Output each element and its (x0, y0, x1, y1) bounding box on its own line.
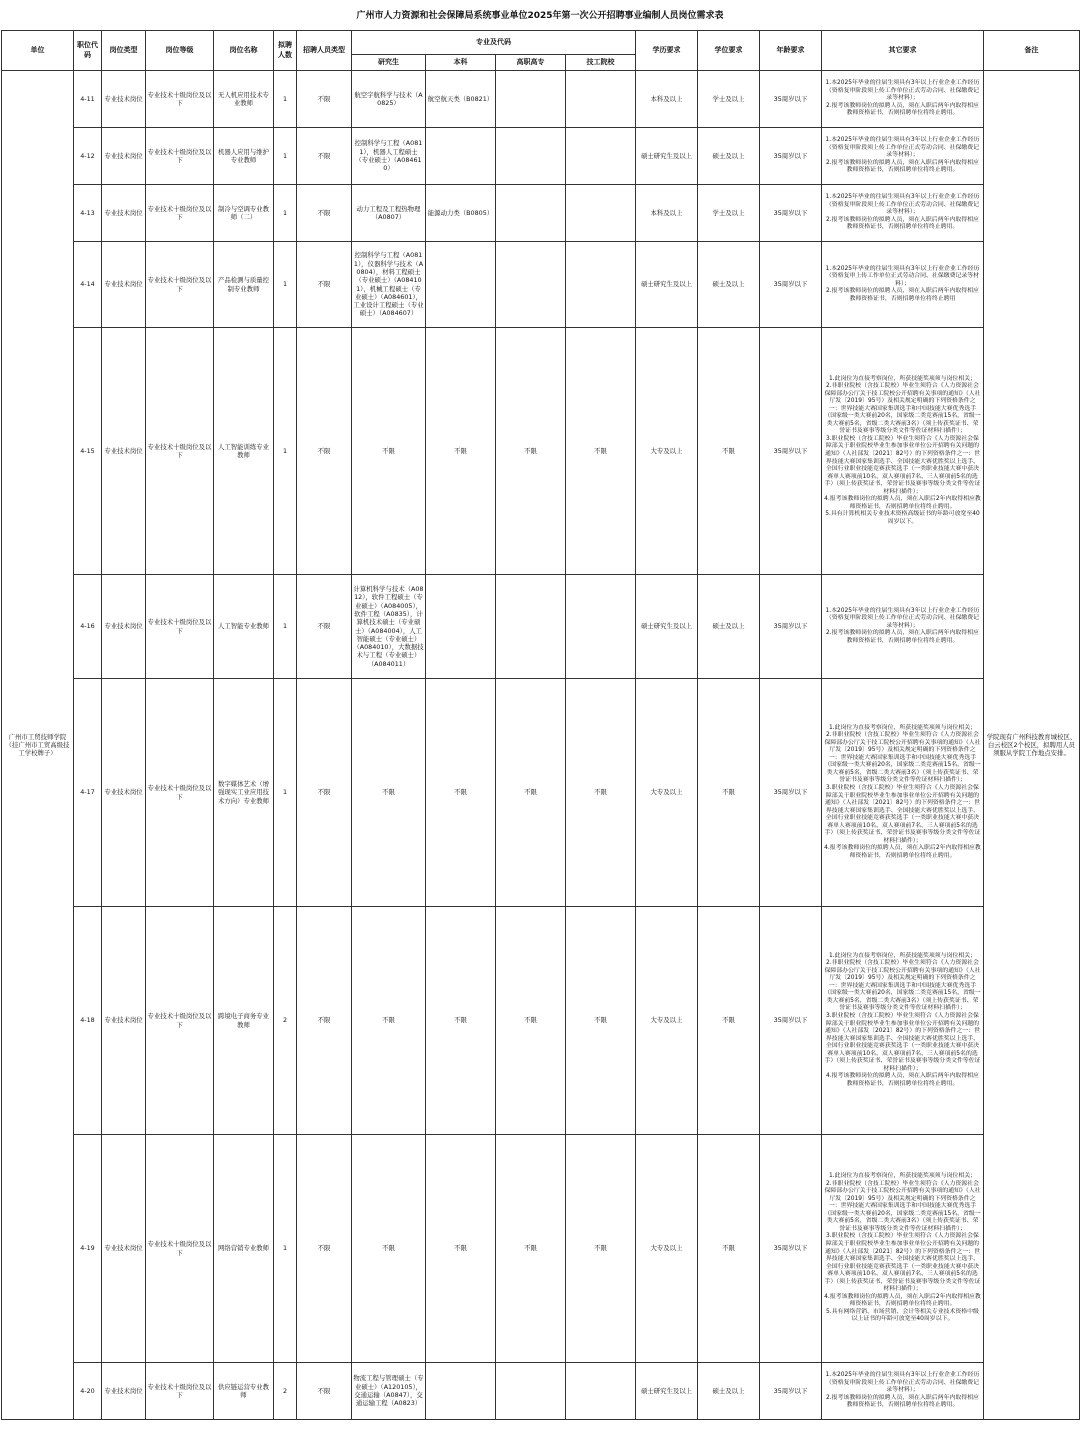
remark-cell: 学院现有广州科技教育城校区、白云校区2个校区，拟聘用人员须服从学院工作地点安排。 (984, 71, 1080, 1420)
cell-college (496, 242, 566, 328)
cell-count: 2 (274, 1363, 297, 1420)
cell-education: 硕士研究生及以上 (636, 575, 698, 679)
cell-code: 4-18 (74, 907, 102, 1135)
table-row (2, 71, 1080, 128)
cell-count: 1 (274, 242, 297, 328)
cell-type: 专业技术岗位 (102, 128, 146, 185)
cell-code: 4-15 (74, 328, 102, 575)
cell-age: 35周岁以下 (760, 328, 822, 575)
cell-degree: 硕士及以上 (698, 1363, 760, 1420)
header-grad: 研究生 (352, 55, 426, 71)
cell-grad: 不限 (352, 1135, 426, 1363)
cell-name: 网络营销专业教师 (214, 1135, 274, 1363)
cell-level: 专业技术十级岗位及以下 (146, 128, 214, 185)
table-row (2, 1363, 1080, 1420)
cell-code: 4-17 (74, 679, 102, 907)
cell-college (496, 71, 566, 128)
cell-education: 大专及以上 (636, 907, 698, 1135)
cell-college: 不限 (496, 1135, 566, 1363)
cell-education: 大专及以上 (636, 1135, 698, 1363)
cell-tech: 不限 (566, 1135, 636, 1363)
cell-age: 35周岁以下 (760, 1135, 822, 1363)
cell-college (496, 575, 566, 679)
cell-count: 1 (274, 71, 297, 128)
cell-bachelor: 不限 (426, 1135, 496, 1363)
cell-category: 不限 (297, 575, 352, 679)
job-table (1, 30, 1080, 1420)
cell-level: 专业技术十级岗位及以下 (146, 328, 214, 575)
table-row (2, 575, 1080, 679)
table-row (2, 679, 1080, 907)
cell-grad: 动力工程及工程热物理（A0807） (352, 185, 426, 242)
requirement-item: 2.非职业院校（含技工院校）毕业生须符合《人力资源社会保障部办公厅关于技工院校公开招聘有关事项的通知》（人社厅发〔2019〕95号）及相关规定明确的下列资格条件之一：世界技能大赛国家集训选手和中国技能大赛优秀选手（国家级一类大赛前20名，国家级二类竞赛前15名，省级一类大赛前5名，省级二类大赛前3名）（须上传获奖证书、荣誉证书及赛事等级分类文件等佐证材料扫描件）； (824, 383, 981, 435)
requirement-item: 2.报考该教师岗位的拟聘人员，须在入职后两年内取得相应教师资格证书，否则招聘单位将终止聘用。 (826, 216, 979, 231)
cell-level: 专业技术十级岗位及以下 (146, 1363, 214, 1420)
cell-type: 专业技术岗位 (102, 185, 146, 242)
cell-count: 1 (274, 575, 297, 679)
cell-grad: 控制科学与工程（A0811），机器人工程硕士（专业硕士）（A084610） (352, 128, 426, 185)
requirement-item: 1.本2025年毕业的往届生须具有3年以上行业企业工作经历（资格复审阶段须上传工作单位正式劳动合同、社保缴费记录等材料）； (825, 80, 980, 102)
cell-level: 专业技术十级岗位及以下 (146, 575, 214, 679)
header-code: 职位代码 (74, 31, 102, 71)
requirement-item: 4.报考该教师岗位的拟聘人员，须在入职后2年内取得相应教师资格证书，否则招聘单位将终止聘用。 (824, 496, 981, 510)
cell-bachelor (426, 575, 496, 679)
cell-type: 专业技术岗位 (102, 71, 146, 128)
cell-tech: 不限 (566, 679, 636, 907)
cell-education: 大专及以上 (636, 328, 698, 575)
cell-degree: 不限 (698, 1135, 760, 1363)
requirement-item: 3.职业院校（含技工院校）毕业生须符合《人力资源社会保障部关于职业院校毕业生参加事业单位公开招聘有关问题的通知》（人社部发〔2021〕82号）的下列资格条件之一：世界技能大赛国家集训选手、全国技能大赛优胜奖以上选手、全国行业职业技能竞赛获奖选手（一类职业技能大赛中获决赛单人赛项前10名、双人赛项前7名、三人赛项前5名的选手）（须上传获奖证书、荣誉证书及赛事等级分类文件等佐证材料扫描件）； (824, 784, 981, 844)
cell-bachelor: 不限 (426, 679, 496, 907)
cell-tech: 不限 (566, 907, 636, 1135)
cell-other-requirements (822, 1363, 984, 1420)
cell-degree: 不限 (698, 679, 760, 907)
cell-degree: 硕士及以上 (698, 575, 760, 679)
cell-bachelor (426, 1363, 496, 1420)
cell-code: 4-14 (74, 242, 102, 328)
table-row (2, 128, 1080, 185)
requirement-item: 2.非职业院校（含技工院校）毕业生须符合《人力资源社会保障部办公厅关于技工院校公开招聘有关事项的通知》（人社厅发〔2019〕95号）及相关规定明确的下列资格条件之一：世界技能大赛国家集训选手和中国技能大赛优秀选手（国家级一类大赛前20名，国家级二类竞赛前15名，省级一类大赛前5名，省级二类大赛前3名）（须上传获奖证书、荣誉证书及赛事等级分类文件等佐证材料扫描件）； (824, 960, 981, 1012)
cell-grad: 控制科学与工程（A0811），仪器科学与技术（A0804），材料工程硕士（专业硕士）（A084101），机械工程硕士（专业硕士）（A084601），工业设计工程硕士（专业硕士）（A084607） (352, 242, 426, 328)
cell-code: 4-13 (74, 185, 102, 242)
requirement-item: 3.职业院校（含技工院校）毕业生须符合《人力资源社会保障部关于职业院校毕业生参加事业单位公开招聘有关问题的通知》（人社部发〔2021〕82号）的下列资格条件之一：世界技能大赛国家集训选手、全国技能大赛优胜奖以上选手、全国行业职业技能竞赛获奖选手（一类职业技能大赛中获决赛单人赛项前10名、双人赛项前7名、三人赛项前5名的选手）（须上传获奖证书、荣誉证书及赛事等级分类文件等佐证材料扫描件）； (824, 435, 981, 495)
cell-college (496, 185, 566, 242)
cell-grad: 不限 (352, 679, 426, 907)
header-education: 学历要求 (636, 31, 698, 71)
cell-college: 不限 (496, 907, 566, 1135)
cell-age: 35周岁以下 (760, 907, 822, 1135)
cell-degree: 不限 (698, 907, 760, 1135)
cell-bachelor: 不限 (426, 328, 496, 575)
cell-grad: 不限 (352, 907, 426, 1135)
header-tech: 技工院校 (566, 55, 636, 71)
cell-education: 硕士研究生及以上 (636, 242, 698, 328)
cell-tech (566, 242, 636, 328)
cell-age: 35周岁以下 (760, 679, 822, 907)
cell-code: 4-12 (74, 128, 102, 185)
unit-cell: 广州市工贸技师学院（挂广州市工贸高级技工学校牌子） (2, 71, 74, 1420)
header-level: 岗位等级 (146, 31, 214, 71)
cell-education: 大专及以上 (636, 679, 698, 907)
table-row (2, 328, 1080, 575)
cell-other-requirements (822, 242, 984, 328)
cell-college (496, 128, 566, 185)
requirement-item: 1.此岗位为直接考察岗位，所获技能奖项须与岗位相关； (829, 1173, 976, 1180)
cell-bachelor (426, 242, 496, 328)
cell-bachelor: 能源动力类（B0805） (426, 185, 496, 242)
cell-type: 专业技术岗位 (102, 907, 146, 1135)
cell-code: 4-16 (74, 575, 102, 679)
cell-category: 不限 (297, 1135, 352, 1363)
header-remark: 备注 (984, 31, 1080, 71)
cell-education: 硕士研究生及以上 (636, 1363, 698, 1420)
cell-category: 不限 (297, 679, 352, 907)
cell-grad: 不限 (352, 328, 426, 575)
cell-age: 35周岁以下 (760, 185, 822, 242)
requirement-item: 5.具有计算机相关专业技术资格高级证书的年龄可放宽至40周岁以下。 (825, 511, 980, 525)
header-category: 招聘人员类型 (297, 31, 352, 71)
cell-name: 无人机应用技术专业教师 (214, 71, 274, 128)
cell-age: 35周岁以下 (760, 71, 822, 128)
cell-name: 产品检测与质量控制专业教师 (214, 242, 274, 328)
requirement-item: 1.此岗位为直接考察岗位，所获技能奖项须与岗位相关； (829, 375, 976, 382)
cell-other-requirements (822, 679, 984, 907)
cell-other-requirements (822, 71, 984, 128)
cell-education: 本科及以上 (636, 71, 698, 128)
page-title: 广州市人力资源和社会保障局系统事业单位2025年第一次公开招聘事业编制人员岗位需求表 (356, 11, 724, 21)
cell-bachelor: 航空航天类（B0821） (426, 71, 496, 128)
requirement-item: 4.报考该教师岗位的拟聘人员，须在入职后2年内取得相应教师资格证书，否则招聘单位将终止聘用。 (824, 845, 981, 859)
table-row (2, 242, 1080, 328)
requirement-item: 2.非职业院校（含技工院校）毕业生须符合《人力资源社会保障部办公厅关于技工院校公开招聘有关事项的通知》（人社厅发〔2019〕95号）及相关规定明确的下列资格条件之一：世界技能大赛国家集训选手和中国技能大赛优秀选手（国家级一类大赛前20名，国家级二类竞赛前15名，省级一类大赛前5名，省级二类大赛前3名）（须上传获奖证书、荣誉证书及赛事等级分类文件等佐证材料扫描件）； (824, 732, 981, 784)
cell-level: 专业技术十级岗位及以下 (146, 679, 214, 907)
cell-degree: 硕士及以上 (698, 128, 760, 185)
cell-grad: 计算机科学与技术（A0812），软件工程硕士（专业硕士）（A084005），软件工程（A0835），计算机技术硕士（专业硕士）（A084004），人工智能硕士（专业硕士）（A084010），大数据技术与工程（专业硕士）（A084011） (352, 575, 426, 679)
cell-tech: 不限 (566, 328, 636, 575)
cell-degree: 硕士及以上 (698, 242, 760, 328)
cell-type: 专业技术岗位 (102, 242, 146, 328)
cell-count: 1 (274, 128, 297, 185)
cell-type: 专业技术岗位 (102, 575, 146, 679)
table-row (2, 185, 1080, 242)
cell-count: 1 (274, 1135, 297, 1363)
table-row (2, 1135, 1080, 1363)
cell-type: 专业技术岗位 (102, 1363, 146, 1420)
cell-level: 专业技术十级岗位及以下 (146, 242, 214, 328)
cell-tech (566, 575, 636, 679)
requirement-item: 1.本2025年毕业的往届生须具有3年以上行业企业工作经历（资格复审阶段须上传工作单位正式劳动合同、社保缴费记录等材料）； (825, 194, 980, 216)
requirement-item: 1.本2025年毕业的往届生须具有3年以上行业企业工作经历（资格复审上传工作单位正式劳动合同、社保缴费记录等材料）； (825, 265, 980, 287)
cell-other-requirements (822, 575, 984, 679)
cell-category: 不限 (297, 1363, 352, 1420)
cell-type: 专业技术岗位 (102, 679, 146, 907)
header-count: 拟聘人数 (274, 31, 297, 71)
cell-name: 机器人应用与维护专业教师 (214, 128, 274, 185)
cell-tech (566, 1363, 636, 1420)
cell-code: 4-20 (74, 1363, 102, 1420)
requirement-item: 2.报考该教师岗位的拟聘人员，须在入职后两年内取得相应教师资格证书，否则招聘单位将终止聘用。 (826, 102, 979, 117)
requirement-item: 1.本2025年毕业的往届生须具有3年以上行业企业工作经历（资格复审阶段须上传工作单位正式劳动合同、社保缴费记录等材料）； (825, 607, 980, 629)
cell-other-requirements (822, 128, 984, 185)
cell-type: 专业技术岗位 (102, 328, 146, 575)
cell-tech (566, 128, 636, 185)
header-unit: 单位 (2, 31, 74, 71)
cell-tech (566, 71, 636, 128)
requirement-item: 3.职业院校（含技工院校）毕业生须符合《人力资源社会保障部关于职业院校毕业生参加事业单位公开招聘有关问题的通知》（人社部发〔2021〕82号）的下列资格条件之一：世界技能大赛国家集训选手、全国技能大赛优胜奖以上选手、全国行业职业技能竞赛获奖选手（一类职业技能大赛中获决赛单人赛项前10名、双人赛项前7名、三人赛项前5名的选手）（须上传获奖证书、荣誉证书及赛事等级分类文件等佐证材料扫描件）； (824, 1233, 981, 1293)
header-bachelor: 本科 (426, 55, 496, 71)
cell-college: 不限 (496, 679, 566, 907)
requirement-item: 1.本2025年毕业的往届生须具有3年以上行业企业工作经历（资格复审阶段须上传工作单位正式劳动合同、社保缴费记录等材料）； (825, 137, 980, 159)
requirement-item: 2.报考该教师岗位的拟聘人员，须在入职后两年内取得相应教师资格证书，否则招聘单位将终止聘用 (826, 288, 979, 302)
cell-category: 不限 (297, 242, 352, 328)
requirement-item: 2.非职业院校（含技工院校）毕业生须符合《人力资源社会保障部办公厅关于技工院校公开招聘有关事项的通知》（人社厅发〔2019〕95号）及相关规定明确的下列资格条件之一：世界技能大赛国家集训选手和中国技能大赛优秀选手（国家级一类大赛前20名，国家级二类竞赛前15名，省级一类大赛前5名，省级二类大赛前3名）（须上传获奖证书、荣誉证书及赛事等级分类文件等佐证材料扫描件）； (824, 1180, 981, 1232)
cell-other-requirements (822, 185, 984, 242)
header-other: 其它要求 (822, 31, 984, 71)
cell-bachelor: 不限 (426, 907, 496, 1135)
cell-name: 制冷与空调专业教师（二） (214, 185, 274, 242)
cell-code: 4-11 (74, 71, 102, 128)
header-major: 专业及代码 (352, 31, 636, 55)
cell-other-requirements (822, 328, 984, 575)
cell-code: 4-19 (74, 1135, 102, 1363)
table-row (2, 907, 1080, 1135)
requirement-item: 3.职业院校（含技工院校）毕业生须符合《人力资源社会保障部关于职业院校毕业生参加事业单位公开招聘有关问题的通知》（人社部发〔2021〕82号）的下列资格条件之一：世界技能大赛国家集训选手、全国技能大赛优胜奖以上选手、全国行业职业技能竞赛获奖选手（一类职业技能大赛中获决赛单人赛项前10名、双人赛项前7名、三人赛项前5名的选手）（须上传获奖证书、荣誉证书及赛事等级分类文件等佐证材料扫描件）； (824, 1012, 981, 1072)
header-age: 年龄要求 (760, 31, 822, 71)
requirement-item: 1.此岗位为直接考察岗位，所获技能奖项须与岗位相关； (829, 952, 976, 959)
cell-type: 专业技术岗位 (102, 1135, 146, 1363)
cell-degree: 学士及以上 (698, 185, 760, 242)
cell-name: 数字媒体艺术（增强现实工业应用技术方向）专业教师 (214, 679, 274, 907)
requirement-item: 2.报考该教师岗位的拟聘人员，须在入职后两年内取得相应教师资格证书，否则招聘单位将终止聘用。 (826, 159, 979, 174)
cell-name: 跨境电子商务专业教师 (214, 907, 274, 1135)
cell-category: 不限 (297, 328, 352, 575)
cell-age: 35周岁以下 (760, 575, 822, 679)
cell-level: 专业技术十级岗位及以下 (146, 71, 214, 128)
header-college: 高职高专 (496, 55, 566, 71)
requirement-item: 2.报考该教师岗位的拟聘人员，须在入职后两年内取得相应教师资格证书，否则招聘单位将终止聘用。 (826, 1394, 979, 1409)
cell-name: 人工智能训练专业教师 (214, 328, 274, 575)
cell-college (496, 1363, 566, 1420)
cell-name: 人工智能专业教师 (214, 575, 274, 679)
cell-category: 不限 (297, 907, 352, 1135)
cell-count: 2 (274, 907, 297, 1135)
cell-category: 不限 (297, 128, 352, 185)
requirement-item: 4.报考该教师岗位的拟聘人员，须在入职后2年内取得相应教师资格证书，否则招聘单位将终止聘用。 (824, 1293, 981, 1308)
cell-bachelor (426, 128, 496, 185)
cell-count: 1 (274, 679, 297, 907)
cell-age: 35周岁以下 (760, 242, 822, 328)
requirement-item: 2.报考该教师岗位的拟聘人员，须在入职后两年内取得相应教师资格证书，否则招聘单位将终止聘用。 (826, 630, 979, 644)
header-name: 岗位名称 (214, 31, 274, 71)
cell-degree: 不限 (698, 328, 760, 575)
cell-name: 供应链运营专业教师 (214, 1363, 274, 1420)
cell-grad: 物流工程与管理硕士（专业硕士）（A120105），交通运输（A0847），交通运输工程（A0823） (352, 1363, 426, 1420)
cell-count: 1 (274, 328, 297, 575)
cell-age: 35周岁以下 (760, 1363, 822, 1420)
cell-level: 专业技术十级岗位及以下 (146, 1135, 214, 1363)
cell-degree: 学士及以上 (698, 71, 760, 128)
requirement-item: 5.具有网络营销、市场营销、会计等相关专业技术资格中级以上证书的年龄可放宽至40周岁以下。 (826, 1308, 979, 1323)
cell-level: 专业技术十级岗位及以下 (146, 185, 214, 242)
cell-other-requirements (822, 1135, 984, 1363)
requirement-item: 4.报考该教师岗位的拟聘人员，须在入职后两年内取得相应教师资格证书，否则招聘单位将终止聘用。 (826, 1073, 979, 1087)
cell-other-requirements (822, 907, 984, 1135)
cell-level: 专业技术十级岗位及以下 (146, 907, 214, 1135)
cell-grad: 航空宇航科学与技术（A0825） (352, 71, 426, 128)
requirement-item: 1.本2025年毕业的往届生须具有3年以上行业企业工作经历（资格复审阶段须上传工作单位正式劳动合同、社保缴费记录等材料）； (825, 1372, 980, 1394)
header-type: 岗位类型 (102, 31, 146, 71)
cell-education: 硕士研究生及以上 (636, 128, 698, 185)
cell-education: 本科及以上 (636, 185, 698, 242)
cell-category: 不限 (297, 71, 352, 128)
cell-category: 不限 (297, 185, 352, 242)
cell-tech (566, 185, 636, 242)
cell-college: 不限 (496, 328, 566, 575)
cell-age: 35周岁以下 (760, 128, 822, 185)
requirement-item: 1.此岗位为直接考察岗位，所获技能奖项须与岗位相关； (829, 724, 976, 731)
cell-count: 1 (274, 185, 297, 242)
header-degree: 学位要求 (698, 31, 760, 71)
